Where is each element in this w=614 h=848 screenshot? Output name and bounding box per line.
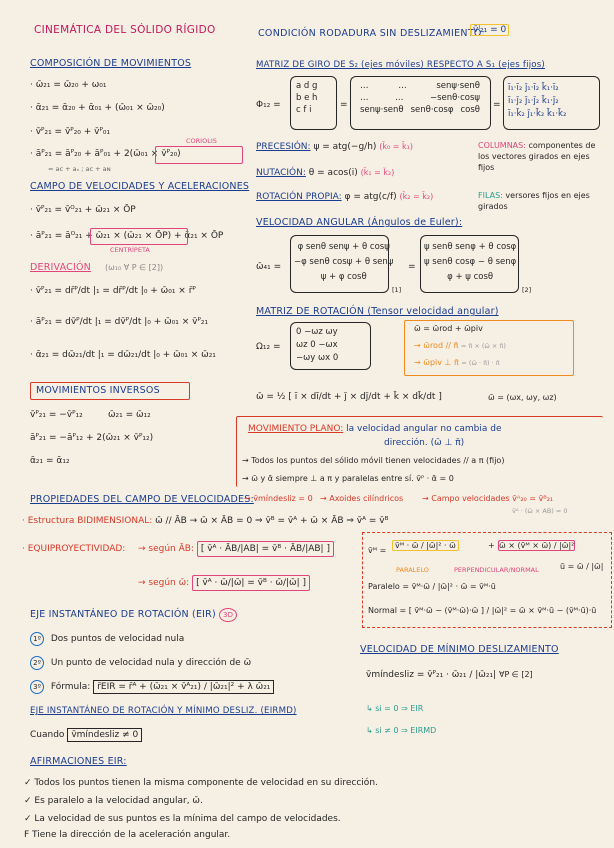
- coriolis-label: CORIOLIS: [186, 137, 217, 145]
- giro-equals-2: =: [493, 100, 501, 110]
- vmin-heading: VELOCIDAD DE MÍNIMO DESLIZAMIENTO: [360, 644, 559, 655]
- matriz-rot-matrix: 0 −ωz ωy ωz 0 −ωx −ωy ωx 0: [296, 327, 339, 363]
- vmin-si-2: ↳ si ≠ 0 ⇒ EIRMD: [366, 726, 437, 735]
- composicion-line-3: · v̄ᴾ₂₁ = v̄ᴾ₂₀ + v̄ᴾ₀₁: [30, 127, 111, 137]
- composicion-line-2: · ᾱ₂₁ = ᾱ₂₀ + ᾱ₀₁ + (ω̄₀₁ × ω̄₂₀): [30, 103, 165, 113]
- nutacion-row: NUTACIÓN: θ = acos(i) (k̄₁ = ǩ₂): [256, 168, 395, 178]
- eje-item-2: 2º Un punto de velocidad nula y dirección de ω̄: [30, 656, 251, 670]
- eje-item-1-number: 1º: [30, 632, 44, 646]
- giro-m2-right-bracket: [484, 76, 491, 130]
- eirmd-heading: EJE INSTANTÁNEO DE ROTACIÓN Y MÍNIMO DESLIZ. (EIRMD): [30, 706, 297, 716]
- eirmd-cuando: Cuando v̄míndesliz ≠ 0: [30, 730, 142, 740]
- plano-line-1: MOVIMIENTO PLANO: la velocidad angular no cambia de: [248, 424, 502, 434]
- afirmaciones-heading: AFIRMACIONES EIR:: [30, 756, 127, 767]
- equiproy-seg-w-row: → según ω̄: [ v̄ᴬ · ω̄/|ω̄| = v̄ᴮ · ω̄/|ω̄| ]: [138, 578, 310, 588]
- equiproy-label: · EQUIPROYECTIVIDAD:: [22, 544, 126, 554]
- rodadura-title: CONDICIÓN RODADURA SIN DESLIZAMIENTO:: [258, 28, 486, 39]
- centripeta-box: [90, 228, 188, 245]
- rotacion-propia-row: ROTACIÓN PROPIA: φ = atg(c/f) (k̄₂ = k̄₂): [256, 192, 434, 202]
- propiedades-heading: PROPIEDADES DEL CAMPO DE VELOCIDADES:: [30, 494, 254, 505]
- propiedades-axoides: → Axoides cilíndricos: [320, 494, 404, 503]
- eje-item-2-number: 2º: [30, 656, 44, 670]
- eje-item-1: 1º Dos puntos de velocidad nula: [30, 632, 184, 646]
- bidimensional-row: · Estructura BIDIMENSIONAL: ω̄ // ĀB → ω̄ × ĀB = 0 ⇒ v̄ᴮ = v̄ᴬ + ω̄ × ĀB ⇒ v̄ᴬ = v̄ᴮ: [22, 516, 389, 526]
- composicion-line-1: · ω̄₂₁ = ω̄₂₀ + ω₀₁: [30, 80, 107, 90]
- equiproy-seg-ab-row: → según ĀB: [ v̄ᴬ · ĀB/|AB| = v̄ᴮ · ĀB/|AB| ]: [138, 544, 334, 554]
- giro-heading: MATRIZ DE GIRO DE S₂ (ejes móviles) RESPECTO A S₁ (ejes fijos): [256, 60, 545, 70]
- descomp-u-eq: ū = ω̄ / |ω̄|: [560, 562, 604, 571]
- matriz-rot-label: Ω₁₂ =: [256, 342, 281, 352]
- descomp-plus: +: [488, 541, 495, 550]
- vel-angular-sub-2: [2]: [522, 286, 532, 294]
- afirmacion-2: ✓ Es paralelo a la velocidad angular, ω̄.: [24, 796, 203, 806]
- campo-line-1: · v̄ᴾ₂₁ = v̄ᴼ₂₁ + ω̄₂₁ × ŌP: [30, 205, 136, 215]
- descomp-vm: v̄ᴹ =: [368, 546, 387, 555]
- propiedades-vmin: → v̄míndesliz = 0: [244, 494, 313, 503]
- giro-label: Φ₁₂ =: [256, 100, 281, 110]
- descomp-par-label: PARALELO: [396, 566, 429, 574]
- inversos-line-3: ᾱ₂₁ = ᾱ₁₂: [30, 456, 70, 466]
- giro-equals: =: [340, 100, 348, 110]
- derivacion-line-1: · v̄ᴾ₂₁ = dr̄ᴾ/dt |₁ = dr̄ᴾ/dt |₀ + ω̄₀₁ × r̄ᴾ: [30, 286, 196, 296]
- vmin-si-1: ↳ si = 0 ⇒ EIR: [366, 704, 424, 713]
- derivacion-heading: DERIVACIÓN: [30, 262, 91, 273]
- composicion-line-4-sub: = aᴄ + aₙ ; aᴄ + aɴ: [48, 165, 111, 173]
- eje-item-3-number: 3º: [30, 680, 44, 694]
- vel-angular-equals: =: [408, 262, 416, 272]
- plano-bullet-1: → Todos los puntos del sólido móvil tienen velocidades // a π (fijo): [242, 456, 505, 465]
- vel-angular-heading: VELOCIDAD ANGULAR (Ángulos de Euler):: [256, 217, 463, 228]
- derivacion-line-2: · āᴾ₂₁ = dv̄ᴾ/dt |₁ = dv̄ᴾ/dt |₀ + ω̄₀₁ × v̄ᴾ₂₁: [30, 317, 209, 327]
- vmin-equation: v̄míndesliz = v̄ᴾ₂₁ · ω̄₂₁ / |ω̄₂₁| ∀P ∈ [2]: [366, 670, 533, 680]
- giro-matrix-3: ī₁·ī₂ j̄₁·ī₂ k̄₁·ī₂ ī₁·j̄₂ j̄₁·j̄₂ k̄₁·j̄₂ ī₁·k̄₂ j̄₁·k̄₂ k̄₁·k̄₂: [508, 83, 567, 119]
- campo-heading: CAMPO DE VELOCIDADES Y ACELERACIONES: [30, 181, 250, 192]
- inversos-heading: MOVIMIENTOS INVERSOS: [36, 385, 160, 396]
- columnas-note: COLUMNAS: componentes de los vectores girados en ejes fijos: [478, 141, 596, 172]
- vel-angular-label: ω̄₄₁ =: [256, 262, 282, 272]
- composicion-heading: COMPOSICIÓN DE MOVIMIENTOS: [30, 58, 192, 69]
- derivacion-line-3: · ᾱ₂₁ = dω̄₂₁/dt |₁ = dω̄₂₁/dt |₀ + ω̄₀₁ × ω̄₂₁: [30, 350, 216, 360]
- rod-piv-line-1: ω̄ = ω̄rod + ω̄piv: [414, 324, 483, 333]
- descomp-perp-eq: ω̄ × (v̄ᴹ × ω̄) / |ω̄|²: [499, 541, 575, 550]
- vel-angular-sub-1: [1]: [392, 286, 402, 294]
- giro-matrix-2: … … senψ·senθ … … −senθ·cosψ senψ·senθ senθ·cosφ cosθ: [360, 81, 480, 115]
- coriolis-box: [155, 146, 243, 164]
- vel-angular-matrix-2: ψ senθ senφ + θ cosφ ψ senθ cosφ − θ senφ φ + ψ cosθ: [424, 242, 517, 282]
- page-title: CINEMÁTICA DEL SÓLIDO RÍGIDO: [34, 24, 216, 36]
- rod-piv-line-2: → ω̄rod // π̄ = π̄ × (ω̄ × π̄): [414, 341, 506, 350]
- composicion-line-4: · āᴾ₂₁ = āᴾ₂₀ + āᴾ₀₁ + 2(ω̄₀₁ × v̄ᴾ₂₀): [30, 149, 181, 159]
- omega-components: ω̄ = (ωx, ωy, ωz): [488, 393, 557, 402]
- omega-equation: ω̄ = ½ [ ī × dī/dt + j̄ × dj̄/dt + k̄ × dk̄/dt ]: [256, 392, 442, 402]
- descomp-paralelo: Paralelo = v̄ᴹ·ω̄ / |ω̄|² · ω̄ = v̄ᴹ·ū: [368, 582, 496, 591]
- afirmacion-4: F Tiene la dirección de la aceleración angular.: [24, 830, 231, 840]
- inversos-line-1b: ω̄₂₁ = ω̄₁₂: [108, 410, 151, 420]
- centripeta-label: CENTRÍPETA: [110, 246, 150, 254]
- inversos-line-2: āᴾ₂₁ = −āᴾ₁₂ + 2(ω̄₂₁ × v̄ᴾ₁₂): [30, 433, 154, 443]
- propiedades-small: v̄ᴬ · (ω̄ × AB) = 0: [512, 507, 568, 515]
- propiedades-campo: → Campo velocidades v̄ᴬ₂₀ = v̄ᴮ₂₁: [422, 494, 554, 503]
- rod-piv-line-3: → ω̄piv ⊥ π̄ = (ω̄ · π̄) · π̄: [414, 358, 500, 367]
- rodadura-condition: v̄ᴵ₂₁ = 0: [470, 24, 509, 36]
- descomp-par-eq: v̄ᴹ · ω̄ / |ω̄|² · ω̄: [392, 540, 459, 551]
- filas-note: FILAS: versores fijos en ejes girados: [478, 191, 590, 211]
- descomp-perp-label: PERPENDICULAR/NORMAL: [454, 566, 539, 574]
- vel-angular-matrix-1: φ senθ senψ + θ cosψ −φ senθ cosψ + θ senψ ψ + φ cosθ: [294, 242, 394, 282]
- giro-m3-right-bracket: [593, 76, 600, 130]
- afirmacion-3: ✓ La velocidad de sus puntos es la mínima del campo de velocidades.: [24, 814, 341, 824]
- precesion-row: PRECESIÓN: ψ = atg(−g/h) (k̄₀ = k̄₁): [256, 142, 414, 152]
- campo-line-2: · āᴾ₂₁ = āᴼ₂₁ + ω̄₂₁ × (ω̄₂₁ × ŌP) + ᾱ₂₁ × ŌP: [30, 231, 224, 241]
- inversos-line-1: v̄ᴾ₂₁ = −v̄ᴾ₁₂: [30, 410, 83, 420]
- giro-m1-right-bracket: [330, 76, 337, 130]
- giro-matrix-1: a d g b e h c f i: [296, 81, 318, 115]
- matriz-rot-heading: MATRIZ DE ROTACIÓN (Tensor velocidad angular): [256, 306, 499, 317]
- descomp-normal: Normal = [ v̄ᴹ·ω̄ − (v̄ᴹ·ω̄)·ω̄ ] / |ω̄|² = ω̄ × v̄ᴹ·ū − (v̄ᴹ·ū)·ū: [368, 606, 597, 615]
- eje-heading: EJE INSTANTÁNEO DE ROTACIÓN (EIR) 3D: [30, 608, 241, 622]
- plano-line-2: dirección. (ω̄ ⊥ π̄): [384, 438, 465, 448]
- derivacion-sub: (ω₁₀ ∀ P ∈ [2]): [105, 263, 164, 272]
- matriz-rot-right-bracket: [364, 322, 371, 370]
- plano-bullet-2: → ω̄ y ᾱ siempre ⊥ a π y paralelas entre sí. v̄ᴾ · ᾱ = 0: [242, 474, 454, 483]
- eje-item-3: 3º Fórmula: r̄EIR = r̄ᴬ + (ω̄₂₁ × v̄ᴬ₂₁) / |ω̄₂₁|² + λ ω̄₂₁: [30, 680, 274, 694]
- afirmacion-1: ✓ Todos los puntos tienen la misma componente de velocidad en su dirección.: [24, 778, 378, 788]
- eje-3d-tag: 3D: [219, 608, 237, 622]
